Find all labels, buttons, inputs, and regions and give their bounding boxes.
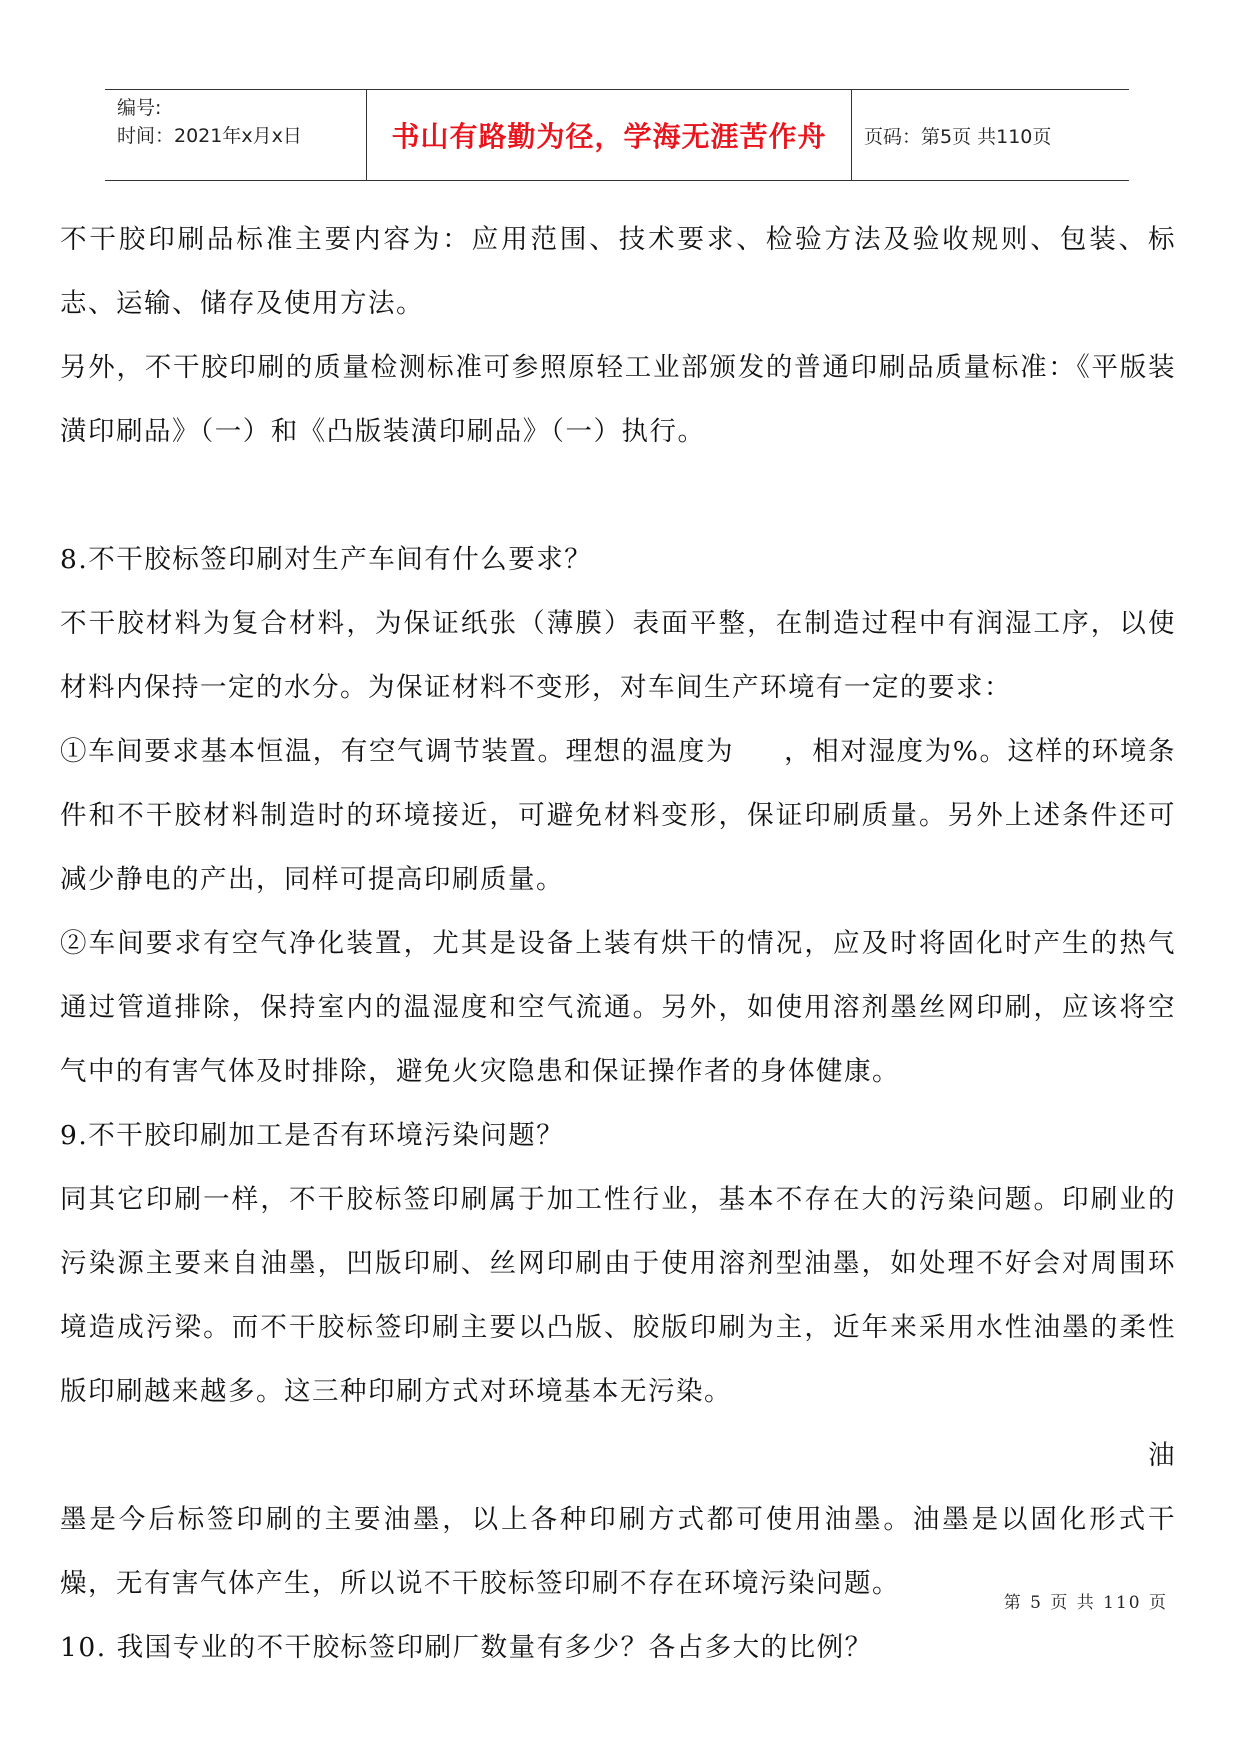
paragraph: 另外，不干胶印刷的质量检测标准可参照原轻工业部颁发的普通印刷品质量标准：《平版装潢印刷品》（一）和《凸版装潢印刷品》（一）执行。 — [60, 352, 1176, 447]
paragraph: 同其它印刷一样，不干胶标签印刷属于加工性行业，基本不存在大的污染问题。印刷业的污染源主要来自油墨，凹版印刷、丝网印刷由于使用溶剂型油墨，如处理不好会对周围环境造成污梁。而不干胶标签印刷主要以凸版、胶版印刷为主，近年来采用水性油墨的柔性版印刷越来越多。这三种印刷方式对环境基本无污染。 — [60, 1184, 1176, 1407]
header-page-number: 页码：第5页 共110页 — [864, 125, 1052, 148]
paragraph: ②车间要求有空气净化装置，尤其是设备上装有烘干的情况，应及时将固化时产生的热气通过管道排除，保持室内的温湿度和空气流通。另外，如使用溶剂墨丝网印刷，应该将空气中的有害气体及时排除，避免火灾隐患和保证操作者的身体健康。 — [60, 928, 1176, 1087]
question-heading: 8.不干胶标签印刷对生产车间有什么要求？ — [60, 544, 593, 575]
document-body — [60, 208, 1176, 1680]
header-motto: 书山有路勤为径，学海无涯苦作舟 — [367, 90, 852, 180]
paragraph: 不干胶材料为复合材料，为保证纸张（薄膜）表面平整，在制造过程中有润湿工序，以使材料内保持一定的水分。为保证材料不变形，对车间生产环境有一定的要求： — [60, 608, 1176, 703]
paragraph: 不干胶印刷品标准主要内容为：应用范围、技术要求、检验方法及验收规则、包装、标志、运输、储存及使用方法。 — [60, 224, 1176, 319]
date-label: 时间：2021年x月x日 — [117, 125, 302, 147]
paragraph-fragment: 油 — [1148, 1440, 1176, 1471]
question-heading: 9.不干胶印刷加工是否有环境污染问题？ — [60, 1120, 565, 1151]
paragraph: ①车间要求基本恒温，有空气调节装置。理想的温度为 ，相对湿度为%。这样的环境条件和不干胶材料制造时的环境接近，可避免材料变形，保证印刷质量。另外上述条件还可减少静电的产出，同样可提高印刷质量。 — [60, 736, 1176, 895]
page-header — [105, 89, 1129, 181]
question-heading: 10. 我国专业的不干胶标签印刷厂数量有多少？各占多大的比例？ — [60, 1632, 873, 1663]
header-meta — [105, 90, 367, 180]
serial-number-label: 编号: — [117, 97, 162, 119]
spacer — [60, 464, 1176, 528]
paragraph: 墨是今后标签印刷的主要油墨，以上各种印刷方式都可使用油墨。油墨是以固化形式干燥，无有害气体产生，所以说不干胶标签印刷不存在环境污染问题。 — [60, 1504, 1176, 1599]
footer-page-number: 第 5 页 共 110 页 — [1003, 1593, 1168, 1613]
